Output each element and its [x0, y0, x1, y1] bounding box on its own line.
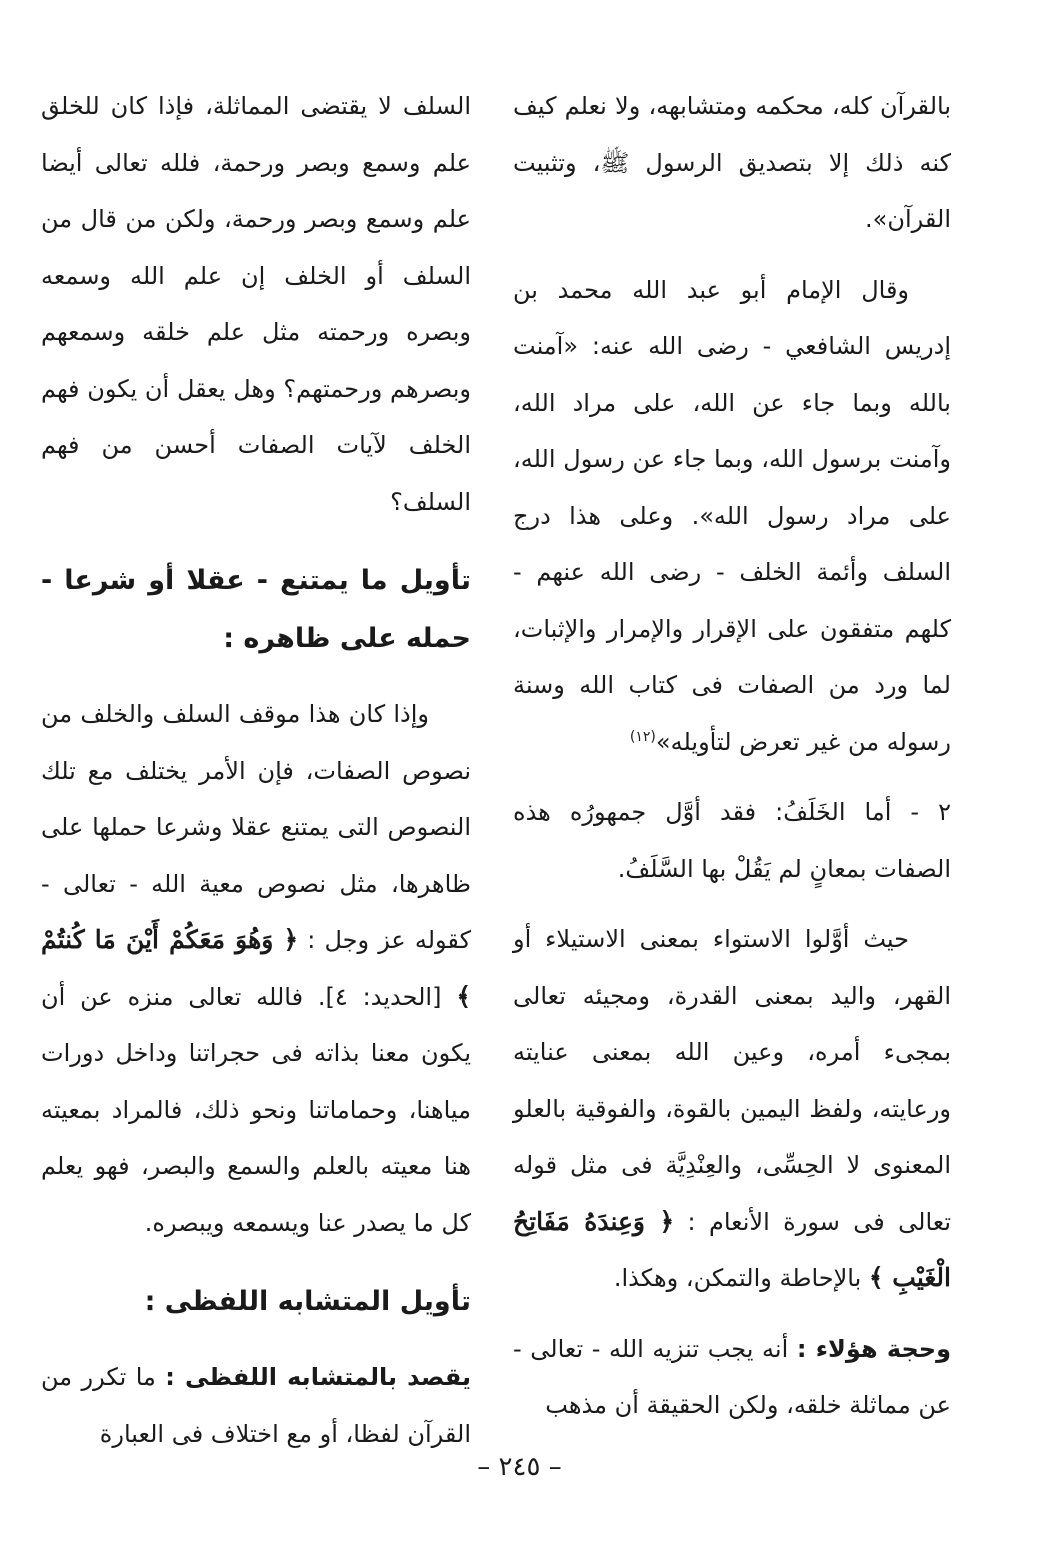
quran-verse: ﴿ وَعِندَهُ مَفَاتِحُ الْغَيْبِ ﴾	[513, 1206, 951, 1292]
paragraph-argument	[513, 1321, 951, 1434]
left-column	[41, 78, 471, 1476]
footnote-reference: (١٢)	[629, 728, 656, 745]
lead-phrase: وحجة هؤلاء :	[796, 1334, 951, 1363]
quran-verse: ﴿ وَهُوَ مَعَكُمْ أَيْنَ مَا كُنتُمْ ﴾	[41, 925, 471, 1011]
paragraph-shafii-quote	[513, 262, 951, 771]
paragraph-maiyya	[41, 686, 471, 1251]
paragraph-text: [الحديد: ٤]. فالله تعالى منزه عن أن يكون معنا بذاته فى حجراتنا وداخل دورات مياهنا، وحماماتنا ونحو ذلك، فالمراد بمعيته هنا معيته بالعلم والسمع والبصر، فهو يعلم كل ما يصدر عنا ويسمعه ويبصره.	[41, 982, 471, 1237]
paragraph-text: أنه يجب تنزيه الله - تعالى - عن مماثلة خلقه، ولكن الحقيقة أن مذهب	[513, 1334, 951, 1419]
paragraph-khalaf: ٢ - أما الخَلَفُ: فقد أوَّل جمهورُه هذه الصفات بمعانٍ لم يَقُلْ بها السَّلَفُ.	[513, 798, 951, 883]
page-number: – ٢٤٥ –	[477, 1452, 562, 1482]
paragraph-text: ما تكرر من القرآن لفظا، أو مع اختلاف فى العبارة	[41, 1363, 471, 1448]
right-column	[513, 78, 951, 1448]
paragraph-text: وإذا كان هذا موقف السلف والخلف من نصوص الصفات، فإن الأمر يختلف مع تلك النصوص التى يمتنع عقلا وشرعا حملها على ظاهرها، مثل نصوص معية الله - تعالى - كقوله عز وجل :	[41, 700, 471, 954]
paragraph-text: وقال الإمام أبو عبد الله محمد بن إدريس الشافعي - رضى الله عنه: «آمنت بالله وبما جاء عن الله، على مراد الله، وآمنت برسول الله، وبما جاء عن رسول الله، على مراد رسول الله». وعلى هذا درج السلف وأئمة الخلف - رضى الله عنهم - كلهم متفقون على الإقرار والإمرار والإثبات، لما ورد من الصفات فى كتاب الله وسنة رسوله من غير تعرض لتأويله»	[513, 275, 951, 756]
lead-phrase: يقصد بالمتشابه اللفظى :	[165, 1363, 471, 1391]
paragraph-text: بالإحاطة والتمكن، وهكذا.	[613, 1264, 862, 1292]
paragraph-text: حيث أوَّلوا الاستواء بمعنى الاستيلاء أو القهر، واليد بمعنى القدرة، ومجيئه تعالى بمجىء أمره، وعين الله بمعنى عنايته ورعايته، ولفظ اليمين بالقوة، والفوقية بالعلو المعنوى لا الحِسِّى، والعِنْدِيَّة فى مثل قوله تعالى فى سورة الأنعام :	[513, 925, 952, 1236]
paragraph: بالقرآن كله، محكمه ومتشابهه، ولا نعلم كيف كنه ذلك إلا بتصديق الرسول ﷺ، وتثبيت القرآن».	[513, 92, 951, 233]
section-heading: تأويل المتشابه اللفظى :	[144, 1286, 471, 1317]
paragraph: السلف لا يقتضى المماثلة، فإذا كان للخلق علم وسمع وبصر ورحمة، فلله تعالى أيضا علم وسمع وبصر ورحمة، ولكن من قال من السلف أو الخلف إن علم الله وسمعه وبصره ورحمته مثل علم خلقه وسمعهم وبصرهم ورحمتهم؟ وهل يعقل أن يكون فهم الخلف لآيات الصفات أحسن من فهم السلف؟	[41, 92, 471, 516]
paragraph-mutashabih	[41, 1349, 471, 1462]
paragraph-interpretations	[513, 911, 951, 1307]
section-heading: تأويل ما يمتنع - عقلا أو شرعا - حمله على ظاهره :	[41, 565, 471, 654]
